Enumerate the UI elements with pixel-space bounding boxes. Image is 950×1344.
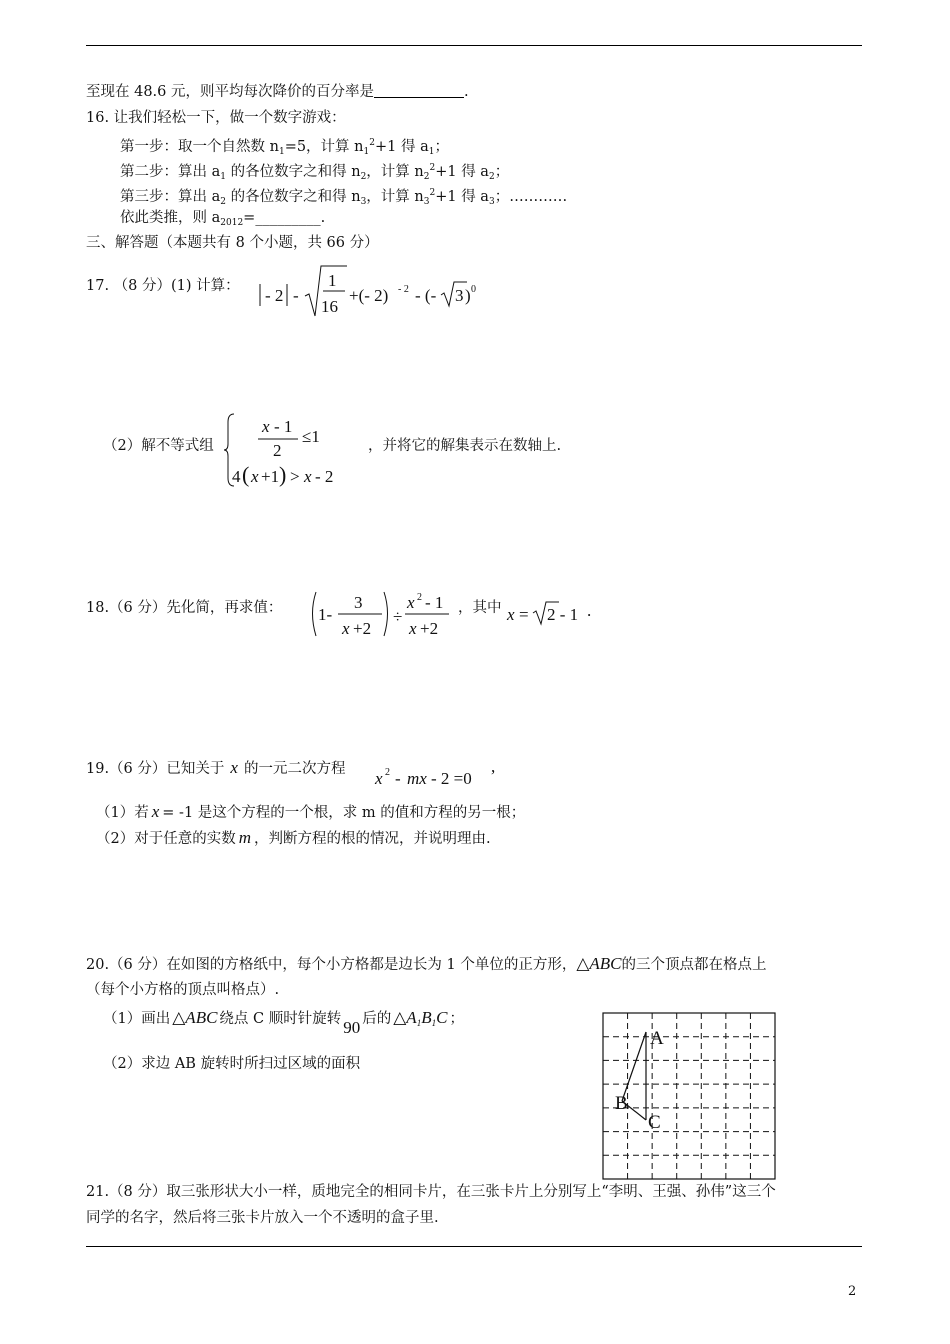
q18-expression [306,588,476,644]
q20-part2: （2）求边 AB 旋转时所扫过区域的面积 [103,1056,361,1072]
svg-text:3: 3 [455,286,464,305]
svg-text:+2: +2 [353,619,372,638]
svg-text:2: 2 [273,441,282,460]
svg-text:0: 0 [471,284,476,295]
svg-text:(: ( [242,462,250,487]
answer-blank [374,83,464,98]
q17-formula-1 [255,262,485,320]
svg-text:-: - [395,769,401,788]
svg-text:x: x [262,417,270,436]
svg-text:- 2: - 2 [265,286,284,305]
svg-text:x: x [407,593,415,612]
svg-text:x: x [251,467,259,486]
svg-text:>: > [290,467,300,486]
vertex-c-label: C [648,1112,661,1133]
q16-step3: 第三步：算出 $a_2$ 的各位数字之和得 $n_3$，计算 $n_3^2+1$ 得 $a_3$；………… [120,188,568,207]
svg-text:): ) [279,462,287,487]
footer-rule [86,1246,862,1247]
q20-part1: （1）画出 △ABC 绕点 C 顺时针旋转 90 后的 $\triangle A_1B_1C$ ； [103,1008,464,1037]
svg-text:1: 1 [328,271,337,290]
q18-condition [505,598,595,628]
page-number: 2 [848,1284,857,1299]
vertex-b-label: B [615,1093,628,1114]
svg-text:1-: 1- [318,605,333,624]
q19-part2: （2）对于任意的实数 m ，判断方程的根的情况，并说明理由. [96,828,491,847]
q19-equation [373,760,503,790]
header-rule [86,45,862,46]
svg-text:x: x [342,619,350,638]
q15-tail: 至现在 48.6 元，则平均每次降价的百分率是 . [86,84,469,100]
q16-intro: 16. 让我们轻松一下，做一个数字游戏： [86,110,346,126]
q20-line2: （每个小方格的顶点叫格点）. [86,982,280,998]
q21-line1: 21.（8 分）取三张形状大小一样，质地完全的相同卡片，在三张卡片上分别写上“李明、王强、孙伟”这三个 [86,1184,776,1200]
svg-text:2: 2 [385,767,390,778]
svg-text:- (-: - (- [415,286,437,305]
svg-text:x: x [375,769,383,788]
svg-text:mx: mx [407,769,427,788]
q16-step4: 依此类推，则 $a_{2012}=\_\_\_\_\_\_\_\_\_$. [120,210,326,228]
svg-text:.: . [587,601,592,620]
svg-text:4: 4 [232,467,241,486]
svg-text:16: 16 [321,297,338,316]
q19-label: 19.（6 分）已知关于 x 的一元二次方程 [86,758,346,777]
q17-part1: 17. （8 分）(1) 计算： [86,278,240,294]
svg-text:+(- 2): +(- 2) [349,286,389,305]
q16-step1: 第一步：取一个自然数 $n_1=5$，计算 $n_1^2+1$ 得 $a_1$； [120,138,449,157]
svg-text:- 1: - 1 [274,417,293,436]
q17-part2-tail: ，并将它的解集表示在数轴上. [368,438,562,454]
q18-label: 18.（6 分）先化简，再求值： [86,600,283,616]
svg-text:2: 2 [417,592,422,603]
svg-text:≤1: ≤1 [302,427,320,446]
q20-line1: 20.（6 分）在如图的方格纸中，每个小方格都是边长为 1 个单位的正方形，△ABC的三个顶点都在格点上 [86,954,767,973]
svg-text:x: x [507,605,515,624]
svg-text:,: , [491,760,496,776]
svg-text:- 1: - 1 [425,593,444,612]
svg-text:- 2: - 2 [398,284,409,295]
q18-mid: ，其中 [458,600,502,616]
svg-text:3: 3 [354,593,363,612]
q21-line2: 同学的名字，然后将三张卡片放入一个不透明的盒子里. [86,1210,439,1226]
svg-text:): ) [465,286,471,305]
grid-figure [601,1011,779,1181]
svg-text:+1: +1 [261,467,280,486]
svg-text:- 2 =0: - 2 =0 [431,769,472,788]
svg-text:- 2: - 2 [315,467,334,486]
svg-text:-: - [293,286,299,305]
vertex-a-label: A [650,1028,664,1049]
q16-step2: 第二步：算出 $a_1$ 的各位数字之和得 $n_2$，计算 $n_2^2+1$ 得 $a_2$； [120,163,510,182]
svg-text:÷: ÷ [393,607,403,626]
svg-text:+2: +2 [420,619,439,638]
svg-text:2 - 1: 2 - 1 [547,605,579,624]
inequality-system [222,410,372,490]
section-3-heading: 三、解答题（本题共有 8 个小题，共 66 分） [86,235,379,251]
grid-border [603,1013,775,1179]
svg-text:=: = [519,605,529,624]
q19-part1: （1）若 x = -1 是这个方程的一个根，求 m 的值和方程的另一根； [96,802,526,821]
svg-text:x: x [409,619,417,638]
q17-part2-label: （2）解不等式组 [103,438,214,454]
svg-text:x: x [304,467,312,486]
